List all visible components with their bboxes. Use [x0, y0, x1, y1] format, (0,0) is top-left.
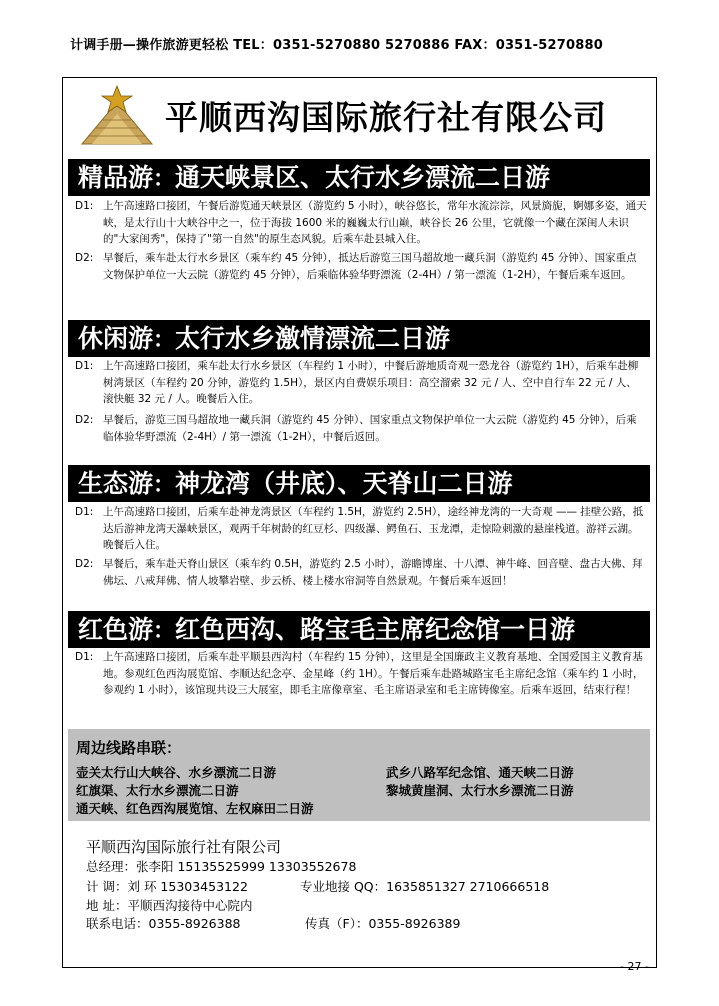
section-banner-2: 休闲游：太行水乡激情漂流二日游 [68, 320, 650, 357]
day-text: 上午高速路口接团，乘车赴太行水乡景区（车程约 1 小时），中餐后游地质奇观一恐龙谷（游览约 1H），后乘车赴柳树湾景区（车程约 20 分钟，游览约 1.5H），景区内自费娱乐项目：高空溜索 32 元 / 人、空中自行车 22 元 / 人、滚快艇 32 元 / 人。晚餐后入住。 [103, 360, 639, 405]
nearby-routes-panel [68, 729, 650, 821]
contact-company: 平顺西沟国际旅行社有限公司 [86, 838, 282, 856]
section-title: 神龙湾（井底）、天脊山二日游 [175, 469, 513, 498]
section-title: 红色西沟、路宝毛主席纪念馆一日游 [175, 615, 576, 644]
day-label: D1: [75, 200, 94, 212]
itinerary-day [75, 504, 647, 554]
section-category: 生态游 [78, 469, 154, 498]
section-category: 精品游 [78, 163, 154, 192]
day-text: 早餐后，乘车赴太行水乡景区（乘车约 45 分钟），抵达后游览三国马超故地一藏兵洞（游览约 45 分钟）、国家重点文物保护单位一大云院（游览约 45 分钟），后乘临体验华野漂流（2-4H）/ 第一漂流（1-2H），午餐后乘车返回。 [103, 252, 637, 281]
itinerary-day [75, 649, 647, 699]
routes-heading: 周边线路串联： [76, 739, 182, 757]
route-item: 红旗渠、太行水乡漂流二日游 [76, 783, 239, 798]
day-label: D2: [75, 558, 94, 570]
route-item: 武乡八路军纪念馆、通天峡二日游 [386, 765, 574, 780]
pyramid-star-logo-icon [78, 84, 156, 146]
day-text: 上午高速路口接团，午餐后游览通天峡景区（游览约 5 小时），峡谷悠长，常年水流淙淙，风景旖旎，婀娜多姿，通天峡，是太行山十大峡谷中之一，位于海拔 1600 米的巍巍太行山巅，峡谷长 26 公里，它就像一个藏在深闺人未识的"大家闺秀"，保持了"第一自然"的原生态风貌。后乘车赴县城入住。 [103, 200, 647, 245]
route-item: 壶关太行山大峡谷、水乡漂流二日游 [76, 765, 277, 780]
route-item: 黎城黄崖洞、太行水乡漂流二日游 [386, 783, 574, 798]
contact-address: 地 址：平顺西沟接待中心院内 [86, 898, 253, 913]
route-item: 通天峡、红色西沟展览馆、左权麻田二日游 [76, 801, 314, 816]
itinerary-day [75, 556, 647, 589]
page-number: - 27 - [620, 960, 649, 973]
contact-phone: 联系电话：0355-8926388 [86, 916, 241, 931]
company-name: 平顺西沟国际旅行社有限公司 [165, 98, 607, 137]
day-text: 早餐后，游览三国马超故地一藏兵洞（游览约 45 分钟）、国家重点文物保护单位一大云院（游览约 45 分钟），后乘临体验华野漂流（2-4H）/ 第一漂流（1-2H），中餐后返回。 [103, 414, 637, 443]
section-banner-4: 红色游：红色西沟、路宝毛主席纪念馆一日游 [68, 611, 650, 648]
section-banner-3: 生态游：神龙湾（井底）、天脊山二日游 [68, 465, 650, 502]
day-label: D2: [75, 414, 94, 426]
section-title: 通天峡景区、太行水乡漂流二日游 [175, 163, 551, 192]
contact-planner: 计 调：刘 环 15303453122 [86, 879, 248, 894]
day-label: D1: [75, 506, 94, 518]
day-text: 早餐后，乘车赴天脊山景区（乘车约 0.5H，游览约 2.5 小时），游瞻博崖、十八潭、神牛峰、回音壁、盘古大佛、拜佛坛、八戒拜佛、情人坡攀岩壁、步云桥、楼上楼水帘洞等自然景观。午餐后乘车返回！ [103, 558, 643, 587]
contact-qq: 专业地接 QQ：1635851327 2710666518 [300, 879, 550, 894]
section-category: 休闲游 [78, 324, 154, 353]
itinerary-day [75, 250, 647, 283]
day-text: 上午高速路口接团，后乘车赴平顺县西沟村（车程约 15 分钟），这里是全国廉政主义教育基地、全国爱国主义教育基地。参观红色西沟展览馆、李顺达纪念亭、金星峰（约 1H）。午餐后乘车赴路城路宝毛主席纪念馆（乘车约 1 小时，参观约 1 小时），该馆现共设三大展室，即毛主席像章室、毛主席语录室和毛主席铸像室。后乘车返回，结束行程！ [103, 651, 644, 696]
itinerary-day [75, 198, 647, 248]
contact-manager: 总经理：张李阳 15135525999 13303552678 [86, 859, 357, 874]
section-category: 红色游 [78, 615, 154, 644]
section-title: 太行水乡激情漂流二日游 [175, 324, 451, 353]
header-slogan: 计调手册—操作旅游更轻松 TEL：0351-5270880 5270886 FAX：0351-5270880 [70, 38, 603, 52]
day-label: D1: [75, 360, 94, 372]
header-slogan-bar [70, 34, 652, 52]
day-label: D1: [75, 651, 94, 663]
day-label: D2: [75, 252, 94, 264]
itinerary-day [75, 358, 647, 408]
itinerary-day [75, 412, 647, 445]
day-text: 上午高速路口接团，后乘车赴神龙湾景区（车程约 1.5H，游览约 2.5H），途经神龙湾的一大奇观 —— 挂壁公路，抵达后游神龙湾天瀑峡景区，观两千年树龄的红豆杉、四级瀑、鳄鱼石、玉龙潭，走惊险刺激的悬崖栈道。游祥云湖。晚餐后入住。 [103, 506, 644, 551]
contact-fax: 传真（F）：0355-8926389 [305, 916, 461, 931]
section-banner-1: 精品游：通天峡景区、太行水乡漂流二日游 [68, 159, 650, 196]
